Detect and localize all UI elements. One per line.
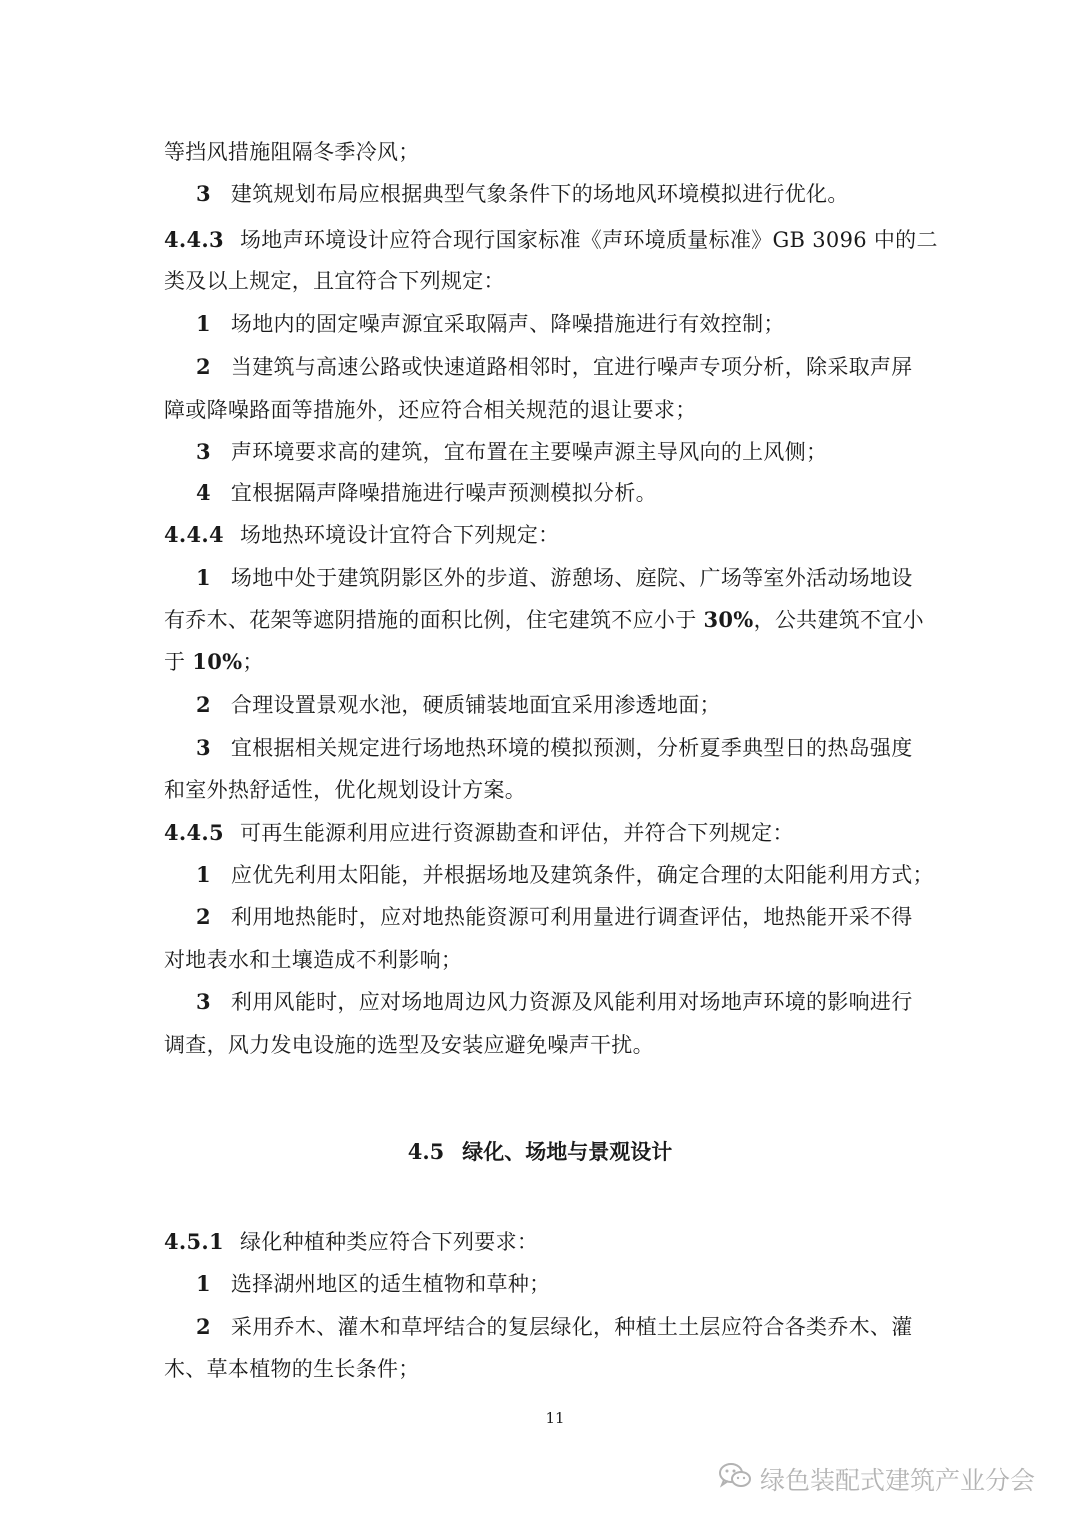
clause-number: 4.4.5 — [164, 820, 224, 845]
item-text: 应优先利用太阳能，并根据场地及建筑条件，确定合理的太阳能利用方式； — [230, 863, 934, 887]
clause-text: 绿化种植种类应符合下列要求： — [239, 1230, 539, 1254]
page-number: 11 — [545, 1409, 565, 1427]
section-heading-4-5 — [0, 1137, 1080, 1167]
item-text: 声环境要求高的建筑，宜布置在主要噪声源主导风向的上风侧； — [230, 440, 828, 464]
clause-4-4-3 — [164, 225, 938, 255]
clause-number: 4.4.4 — [164, 522, 224, 547]
clause-4-5-1 — [164, 1227, 924, 1257]
text: 有乔木、花架等遮阴措施的面积比例，住宅建筑不应小于 — [164, 608, 704, 632]
paragraph-line — [164, 266, 924, 296]
item-number: 1 — [196, 311, 211, 336]
wechat-icon — [718, 1461, 752, 1497]
section-number: 4.5 — [407, 1139, 445, 1164]
text: 对地表水和土壤造成不利影响； — [164, 948, 463, 972]
item-text: 利用地热能时，应对地热能资源可利用量进行调查评估，地热能开采不得 — [230, 905, 913, 929]
text: 障或降噪路面等措施外，还应符合相关规范的退让要求； — [164, 398, 697, 422]
item-text: 场地内的固定噪声源宜采取隔声、降噪措施进行有效控制； — [230, 312, 785, 336]
list-item — [196, 309, 956, 339]
item-number: 2 — [196, 1314, 211, 1339]
item-text: 建筑规划布局应根据典型气象条件下的场地风环境模拟进行优化。 — [230, 182, 849, 206]
text: 类及以上规定，且宜符合下列规定： — [164, 269, 505, 293]
item-text: 合理设置景观水池，硬质铺装地面宜采用渗透地面； — [230, 693, 721, 717]
watermark-text: 绿色装配式建筑产业分会 — [760, 1466, 1036, 1495]
item-number: 1 — [196, 1271, 211, 1296]
item-number: 2 — [196, 692, 211, 717]
paragraph-line — [164, 1030, 924, 1060]
text: 和室外热舒适性，优化规划设计方案。 — [164, 778, 527, 802]
text: 调查，风力发电设施的选型及安装应避免噪声干扰。 — [164, 1033, 654, 1057]
section-title: 绿化、场地与景观设计 — [462, 1139, 673, 1164]
list-item — [196, 690, 956, 720]
item-text: 场地中处于建筑阴影区外的步道、游憩场、庭院、广场等室外活动场地设 — [230, 566, 913, 590]
list-item — [196, 860, 956, 890]
item-number: 2 — [196, 354, 211, 379]
item-number: 3 — [196, 735, 211, 760]
item-text: 采用乔木、灌木和草坪结合的复层绿化，种植土土层应符合各类乔木、灌 — [230, 1315, 913, 1339]
paragraph-line — [164, 647, 924, 677]
item-text: 选择湖州地区的适生植物和草种； — [230, 1272, 551, 1296]
list-item — [196, 1269, 956, 1299]
item-number: 1 — [196, 862, 211, 887]
clause-number: 4.5.1 — [164, 1229, 224, 1254]
item-text: 利用风能时，应对场地周边风力资源及风能利用对场地声环境的影响进行 — [230, 990, 913, 1014]
text: 于 — [164, 650, 193, 674]
list-item — [196, 478, 956, 508]
paragraph-line — [164, 1354, 924, 1384]
list-item — [196, 733, 956, 763]
item-number: 3 — [196, 181, 211, 206]
clause-text: 可再生能源利用应进行资源勘查和评估，并符合下列规定： — [239, 821, 794, 845]
percent-value: 10% — [192, 649, 243, 674]
item-text: 宜根据相关规定进行场地热环境的模拟预测，分析夏季典型日的热岛强度 — [230, 736, 913, 760]
percent-value: 30% — [703, 607, 754, 632]
text: 木、草本植物的生长条件； — [164, 1357, 420, 1381]
paragraph-line — [164, 605, 924, 635]
list-item — [196, 902, 956, 932]
clause-4-4-4 — [164, 520, 924, 550]
list-item — [196, 437, 956, 467]
watermark — [718, 1461, 1035, 1497]
paragraph-line — [164, 395, 924, 425]
paragraph-line — [164, 137, 924, 167]
item-number: 3 — [196, 439, 211, 464]
text: ； — [242, 650, 264, 674]
paragraph-line — [164, 945, 924, 975]
clause-text: 场地声环境设计应符合现行国家标准《声环境质量标准》GB 3096 中的二 — [239, 228, 938, 252]
list-item — [196, 1312, 956, 1342]
list-item — [196, 179, 956, 209]
item-text: 宜根据隔声降噪措施进行噪声预测模拟分析。 — [230, 481, 657, 505]
list-item — [196, 987, 956, 1017]
item-number: 1 — [196, 565, 211, 590]
clause-4-4-5 — [164, 818, 924, 848]
item-text: 当建筑与高速公路或快速道路相邻时，宜进行噪声专项分析，除采取声屏 — [230, 355, 913, 379]
list-item — [196, 352, 956, 382]
paragraph-line — [164, 775, 924, 805]
item-number: 3 — [196, 989, 211, 1014]
list-item — [196, 563, 956, 593]
clause-text: 场地热环境设计宜符合下列规定： — [239, 523, 560, 547]
text: 等挡风措施阻隔冬季冷风； — [164, 140, 420, 164]
text: ，公共建筑不宜小 — [753, 608, 924, 632]
clause-number: 4.4.3 — [164, 227, 224, 252]
item-number: 4 — [196, 480, 211, 505]
item-number: 2 — [196, 904, 211, 929]
